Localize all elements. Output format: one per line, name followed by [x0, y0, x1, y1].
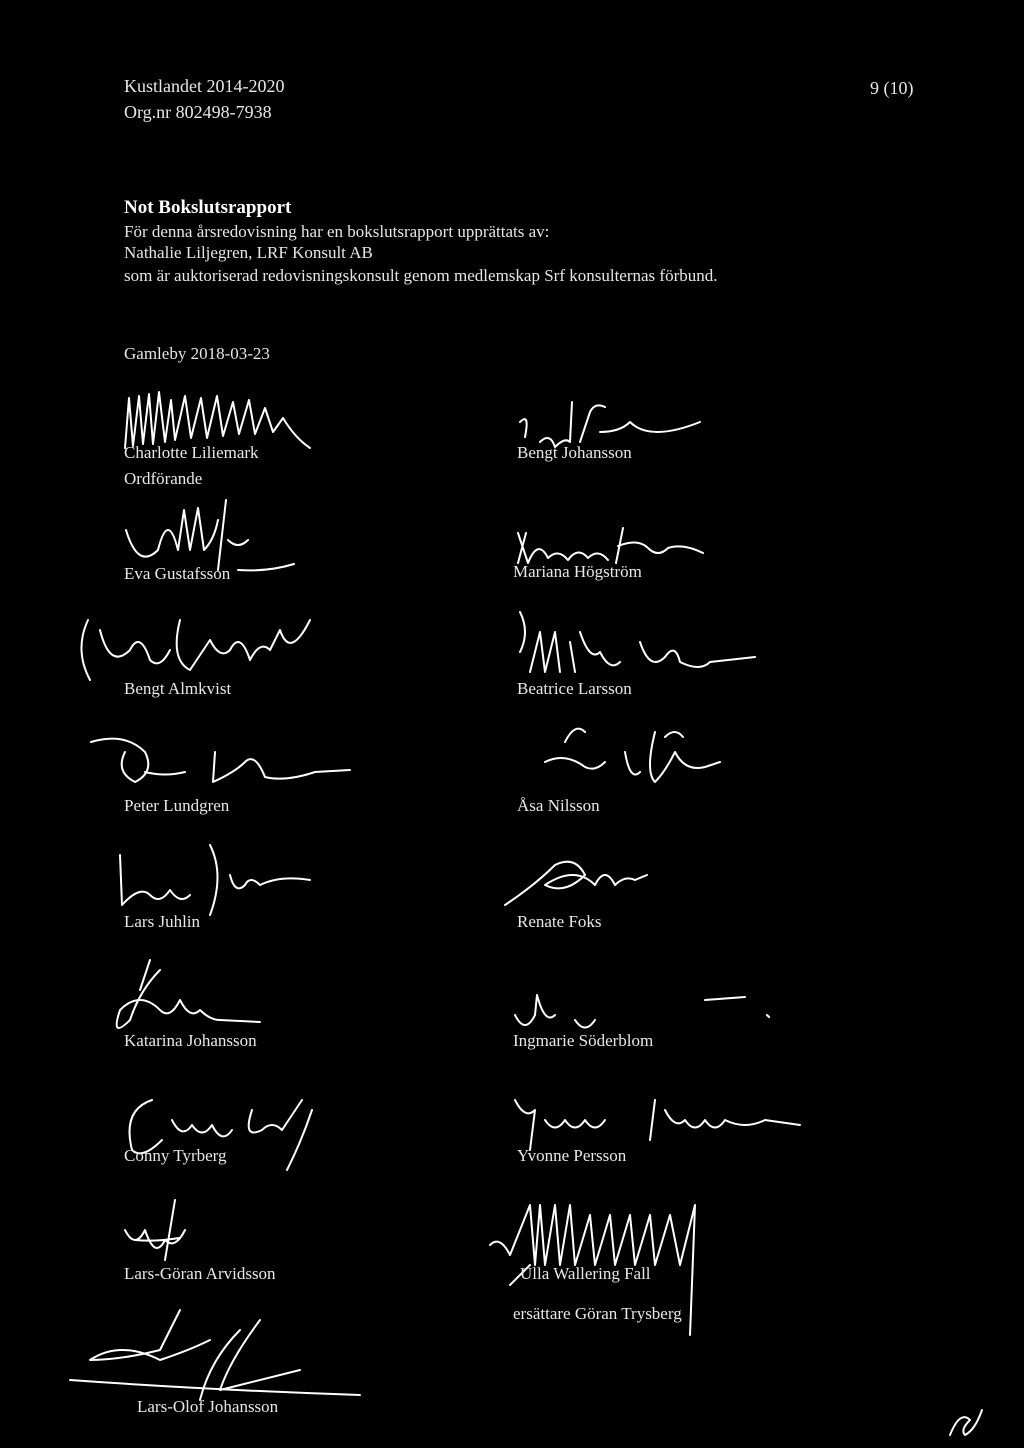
signature-lars-juhlin [110, 835, 320, 915]
signatory-name: Eva Gustafsson [124, 564, 231, 583]
note-title: Not Bokslutsrapport [124, 197, 292, 218]
signature-lars-goran-arvidsson [95, 1190, 225, 1270]
signatory-name: Peter Lundgren [124, 796, 230, 815]
signatory-name: Bengt Johansson [517, 443, 632, 462]
signatory-name: Mariana Högström [513, 562, 642, 581]
signatory-name: Conny Tyrberg [124, 1146, 227, 1165]
signatory-name: Bengt Almkvist [124, 679, 232, 698]
note-line: Nathalie Liljegren, LRF Konsult AB [124, 243, 373, 262]
org-name: Kustlandet 2014-2020 [124, 76, 285, 96]
signature-peter-lundgren [85, 722, 355, 802]
signatory-name: Katarina Johansson [124, 1031, 257, 1050]
signatory-name: Ingmarie Söderblom [513, 1031, 654, 1050]
page-number: 9 (10) [870, 78, 914, 98]
place-date: Gamleby 2018-03-23 [124, 344, 270, 363]
signature-asa-nilsson [505, 712, 725, 792]
signature-renate-foks [495, 845, 665, 915]
signatory-role: Ordförande [124, 469, 203, 488]
signatory-name: ersättare Göran Trysberg [513, 1304, 682, 1323]
signatory-name: Yvonne Persson [517, 1146, 627, 1165]
signatory-name: Beatrice Larsson [517, 679, 632, 698]
signatory-name: Lars-Olof Johansson [137, 1397, 279, 1416]
signature-katarina-johansson [100, 950, 300, 1040]
signatory-name: Charlotte Liliemark [124, 443, 259, 462]
signature-bengt-almkvist [70, 600, 320, 690]
signatory-name: Renate Foks [517, 912, 602, 931]
signatory-name: Ulla Wallering Fall [520, 1264, 651, 1283]
org-number: Org.nr 802498-7938 [124, 102, 272, 122]
initials-mark [940, 1400, 990, 1445]
signatory-name: Lars Juhlin [124, 912, 201, 931]
note-line: som är auktoriserad redovisningskonsult genom medlemskap Srf konsulternas förbund. [124, 266, 718, 285]
note-line: För denna årsredovisning har en bokslutsrapport upprättats av: [124, 222, 550, 241]
signatory-name: Åsa Nilsson [517, 796, 600, 815]
signatory-name: Lars-Göran Arvidsson [124, 1264, 276, 1283]
